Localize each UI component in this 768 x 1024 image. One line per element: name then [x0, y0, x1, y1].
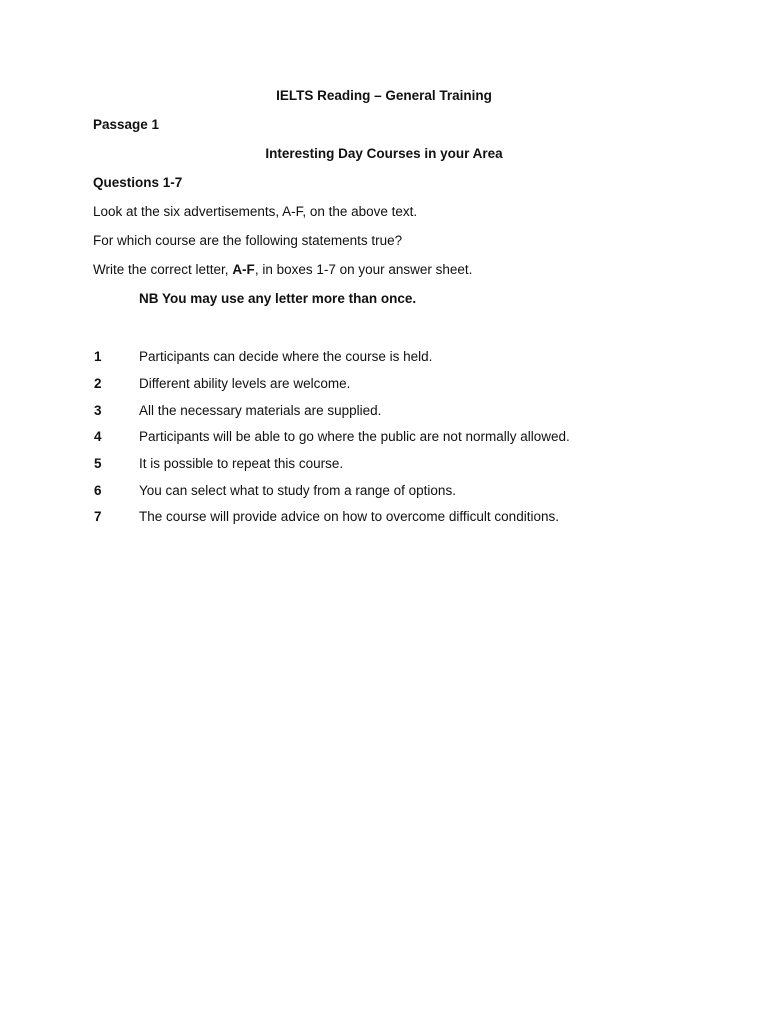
question-number: 2: [94, 376, 102, 391]
instruction-line-3: [93, 261, 472, 279]
question-number: 1: [94, 349, 102, 364]
instruction-line-3-end: , in boxes 1-7 on your answer sheet.: [254, 262, 473, 277]
question-number: 3: [94, 403, 102, 418]
question-text: The course will provide advice on how to overcome difficult conditions.: [139, 509, 559, 524]
note-line: NB You may use any letter more than once.: [139, 291, 417, 306]
question-text: Different ability levels are welcome.: [139, 376, 351, 391]
question-number: 5: [94, 456, 102, 471]
passage-heading: Interesting Day Courses in your Area: [265, 146, 503, 161]
questions-label: Questions 1-7: [93, 175, 183, 190]
question-text: Participants can decide where the course is held.: [139, 349, 433, 364]
letter-range: A-F: [232, 262, 255, 277]
question-text: All the necessary materials are supplied.: [139, 403, 382, 418]
instruction-line-1: Look at the six advertisements, A-F, on the above text.: [93, 204, 418, 219]
passage-label: Passage 1: [93, 117, 160, 132]
question-text: Participants will be able to go where the public are not normally allowed.: [139, 429, 570, 444]
instruction-line-2: For which course are the following statements true?: [93, 233, 403, 248]
question-number: 6: [94, 483, 102, 498]
question-number: 4: [94, 429, 102, 444]
question-text: It is possible to repeat this course.: [139, 456, 344, 471]
question-text: You can select what to study from a range of options.: [139, 483, 456, 498]
document-title: IELTS Reading – General Training: [276, 88, 492, 103]
instruction-line-3-start: Write the correct letter,: [93, 262, 233, 277]
question-number: 7: [94, 509, 102, 524]
